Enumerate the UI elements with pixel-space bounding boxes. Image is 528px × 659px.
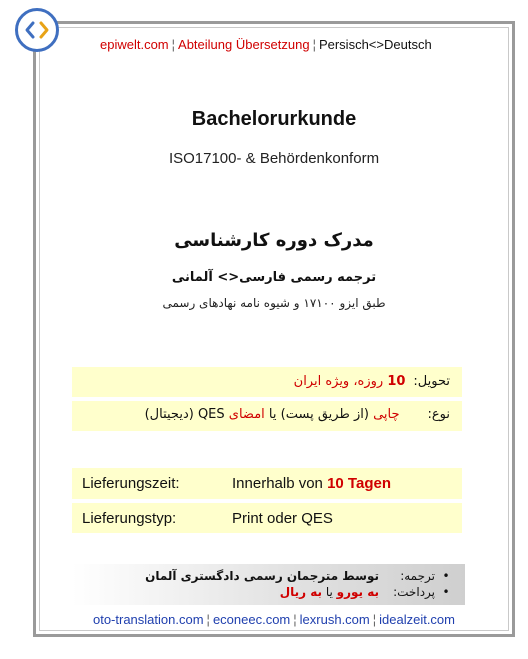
separator: ¦: [312, 37, 316, 52]
type-label: نوع:: [427, 407, 450, 422]
bullet: •: [442, 585, 450, 599]
type-print: چاپی: [373, 407, 400, 422]
code-brackets-icon[interactable]: [15, 8, 59, 52]
persian-delivery-row: [72, 367, 462, 397]
persian-footer-info: [72, 564, 465, 605]
site-link[interactable]: epiwelt.com: [100, 37, 169, 52]
type-print-note: (از طریق پست): [280, 407, 369, 422]
link-lexrush[interactable]: lexrush.com: [299, 612, 370, 627]
payment-euro: به یورو: [336, 585, 379, 599]
delivery-label: تحویل:: [413, 374, 450, 389]
partner-links: [33, 612, 515, 627]
delivery-type-row: [72, 503, 462, 533]
department-link[interactable]: Abteilung Übersetzung: [178, 37, 310, 52]
payment-rial: به ریال: [279, 585, 322, 599]
document-subtitle: ISO17100- & Behördenkonform: [168, 150, 380, 167]
payment-label: پرداخت:: [393, 585, 435, 599]
separator: ¦: [372, 612, 377, 627]
persian-title: مدرک دوره کارشناسی: [174, 230, 374, 251]
separator: ¦: [293, 612, 297, 627]
link-econeec[interactable]: econeec.com: [212, 612, 291, 627]
link-idealzeit[interactable]: idealzeit.com: [379, 612, 455, 627]
separator: ¦: [171, 37, 176, 52]
delivery-time-label: Lieferungszeit:: [82, 475, 180, 492]
translation-label: ترجمه:: [400, 569, 435, 583]
type-or: یا: [268, 407, 277, 422]
bullet: •: [442, 569, 450, 583]
document-title: Bachelorurkunde: [191, 108, 357, 130]
separator: ¦: [206, 612, 210, 627]
delivery-number: 10: [387, 374, 406, 389]
persian-subtitle: ترجمه رسمی فارسی<> آلمانی: [171, 270, 377, 285]
delivery-value: روزه، ویژه ایران: [293, 374, 384, 389]
translation-line: [84, 568, 453, 584]
translation-value: توسط مترجمان رسمی دادگستری آلمان: [145, 569, 379, 583]
delivery-time-row: [72, 468, 462, 499]
payment-line: [84, 584, 453, 600]
payment-or: یا: [325, 585, 333, 599]
type-qes: QES (دیجیتال): [144, 407, 225, 422]
delivery-time-prefix: Innerhalb von: [232, 475, 323, 492]
type-sign: امضای: [228, 407, 265, 422]
delivery-type-label: Lieferungstyp:: [82, 510, 177, 527]
persian-type-row: [72, 401, 462, 431]
delivery-time-value: 10 Tagen: [327, 475, 391, 492]
persian-note: طبق ایزو ۱۷۱۰۰ و شیوه نامه نهادهای رسمی: [162, 296, 386, 310]
delivery-type-value: Print oder QES: [232, 510, 333, 527]
language-pair: Persisch<>Deutsch: [318, 37, 432, 52]
header-line: [100, 37, 470, 52]
link-oto-translation[interactable]: oto-translation.com: [92, 612, 204, 627]
